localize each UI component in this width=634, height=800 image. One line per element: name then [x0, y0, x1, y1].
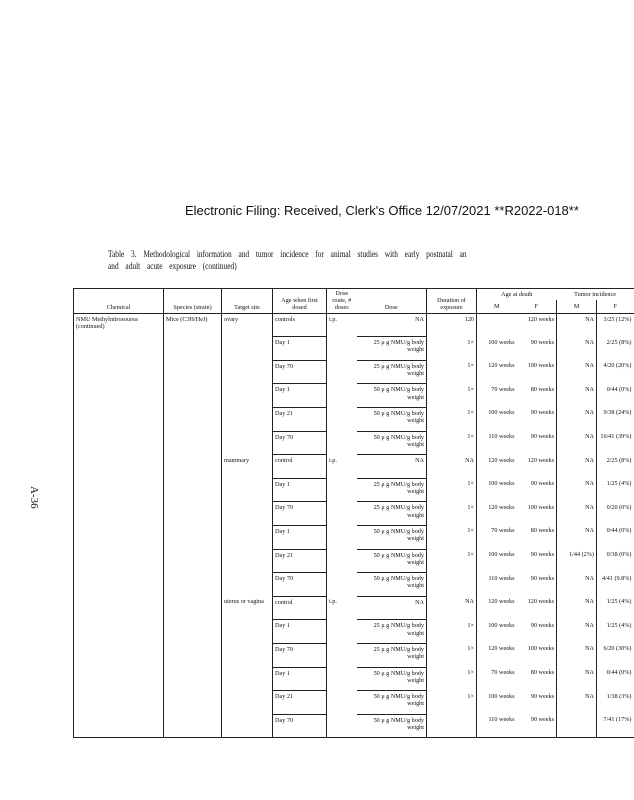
tumor-f-cell: 1/25 (4%)	[597, 478, 634, 502]
dose-cell: 50 μ g NMU/g body weight	[357, 667, 427, 691]
target-site-cell: ovary	[222, 313, 273, 337]
age-death-m-cell: 70 weeks	[477, 525, 517, 549]
dose-cell: 50 μ g NMU/g body weight	[357, 384, 427, 408]
age-death-f-cell: 120 weeks	[527, 456, 554, 464]
header-species: Species (strain)	[164, 289, 222, 314]
route-cell	[327, 431, 357, 455]
route-cell	[327, 478, 357, 502]
caption-line-2: and adult acute exposure (continued)	[108, 261, 237, 271]
age-death-f-cell: 90 weeks	[530, 409, 554, 417]
route-cell	[327, 667, 357, 691]
header-age-at-death: Age at death	[477, 289, 557, 300]
tumor-f-cell: 9/38 (24%)	[597, 407, 634, 431]
dose-cell: 50 μ g NMU/g body weight	[357, 431, 427, 455]
dose-cell: NA	[357, 596, 427, 620]
age-death-f-cell: 90 weeks	[530, 716, 554, 724]
duration-cell: 1×	[427, 643, 477, 667]
tumor-m-cell: NA	[557, 643, 597, 667]
tumor-f-cell: 0/20 (0%)	[597, 502, 634, 526]
age-first-dosed-cell: Day 1	[273, 478, 327, 502]
age-death-m-cell: 100 weeks	[477, 620, 517, 644]
age-death-m-cell: 120 weeks	[477, 360, 517, 384]
tumor-m-cell: NA	[557, 455, 597, 479]
route-cell	[327, 337, 357, 361]
age-first-dosed-cell: Day 1	[273, 667, 327, 691]
target-site-cell	[222, 691, 273, 715]
dose-cell: NA	[357, 455, 427, 479]
tumor-m-cell	[557, 714, 597, 738]
dose-cell: 50 μ g NMU/g body weight	[357, 714, 427, 738]
target-site-cell	[222, 431, 273, 455]
header-target: Target site	[222, 289, 273, 314]
table-row	[74, 313, 634, 337]
duration-cell: 1×	[427, 691, 477, 715]
route-cell	[327, 407, 357, 431]
target-site-cell	[222, 620, 273, 644]
age-death-f-cell: 90 weeks	[530, 574, 554, 582]
header-chemical: Chemical	[74, 289, 164, 314]
tumor-m-cell: NA	[557, 596, 597, 620]
age-first-dosed-cell: Day 21	[273, 691, 327, 715]
tumor-m-cell: NA	[557, 691, 597, 715]
age-first-dosed-cell: control	[273, 455, 327, 479]
target-site-cell	[222, 384, 273, 408]
age-death-m-cell: 120 weeks	[477, 502, 517, 526]
age-first-dosed-cell: Day 21	[273, 549, 327, 573]
header-duration: Duration of exposure	[427, 289, 477, 314]
age-death-m-cell: 70 weeks	[477, 667, 517, 691]
age-death-f-cell: 100 weeks	[527, 645, 554, 653]
tumor-m-cell: NA	[557, 502, 597, 526]
age-death-f-cell: 90 weeks	[530, 433, 554, 441]
target-site-cell: uterus or vagina	[222, 596, 273, 620]
age-death-f-cell: 90 weeks	[530, 621, 554, 629]
age-first-dosed-cell: Day 70	[273, 714, 327, 738]
dose-cell: 25 μ g NMU/g body weight	[357, 643, 427, 667]
duration-cell: 120	[427, 313, 477, 337]
age-first-dosed-cell: Day 70	[273, 573, 327, 597]
age-first-dosed-cell: Day 70	[273, 643, 327, 667]
dose-cell: 50 μ g NMU/g body weight	[357, 549, 427, 573]
route-cell: i.p.	[327, 313, 357, 337]
age-death-m-cell: 120 weeks	[477, 596, 517, 620]
header-tumor-incidence: Tumor incidence	[574, 291, 616, 299]
age-death-m-cell: 120 weeks	[477, 643, 517, 667]
tumor-m-cell: NA	[557, 384, 597, 408]
age-death-f-cell: 80 weeks	[530, 527, 554, 535]
target-site-cell	[222, 643, 273, 667]
duration-cell: 1×	[427, 384, 477, 408]
tumor-f-cell: 4/41 (9.8%)	[597, 573, 634, 597]
header-tumor-f: F	[597, 300, 634, 313]
duration-cell	[427, 573, 477, 597]
tumor-f-cell: 1/25 (4%)	[597, 620, 634, 644]
dose-cell: 50 μ g NMU/g body weight	[357, 525, 427, 549]
age-death-f-cell: 90 weeks	[530, 692, 554, 700]
duration-cell: 1×	[427, 360, 477, 384]
duration-cell: 1×	[427, 620, 477, 644]
age-death-f-cell: 80 weeks	[530, 385, 554, 393]
age-death-f-cell: 120 weeks	[527, 598, 554, 606]
route-cell	[327, 714, 357, 738]
age-death-m-cell	[477, 313, 517, 337]
tumor-m-cell: NA	[557, 525, 597, 549]
tumor-f-cell: 6/20 (30%)	[597, 643, 634, 667]
target-site-cell	[222, 667, 273, 691]
tumor-f-cell: 0/44 (0%)	[597, 384, 634, 408]
duration-cell: 1×	[427, 667, 477, 691]
tumor-f-cell: 7/41 (17%)	[597, 714, 634, 738]
target-site-cell	[222, 525, 273, 549]
age-first-dosed-cell: Day 70	[273, 360, 327, 384]
age-death-m-cell: 100 weeks	[477, 337, 517, 361]
tumor-m-cell: NA	[557, 620, 597, 644]
tumor-f-cell: 2/25 (8%)	[597, 337, 634, 361]
header-age: Age when first dosed	[273, 289, 327, 314]
age-first-dosed-cell: Day 21	[273, 407, 327, 431]
header-death-f: F	[534, 303, 538, 311]
age-first-dosed-cell: Day 1	[273, 384, 327, 408]
caption-line-1: Table 3. Methodological information and tumor incidence for animal studies with early postnatal an	[108, 249, 467, 259]
tumor-f-cell: 0/38 (0%)	[597, 549, 634, 573]
tumor-f-cell: 2/25 (8%)	[597, 455, 634, 479]
duration-cell: 1×	[427, 549, 477, 573]
dose-cell: 25 μ g NMU/g body weight	[357, 337, 427, 361]
header-tumor-m: M	[557, 300, 597, 313]
tumor-m-cell: NA	[557, 407, 597, 431]
duration-cell: NA	[427, 596, 477, 620]
dose-cell: 25 μ g NMU/g body weight	[357, 502, 427, 526]
dose-cell: 50 μ g NMU/g body weight	[357, 407, 427, 431]
tumor-f-cell: 0/44 (0%)	[597, 667, 634, 691]
data-table	[73, 288, 634, 738]
tumor-m-cell: NA	[557, 313, 597, 337]
route-cell: i.p.	[327, 596, 357, 620]
tumor-f-cell: 3/25 (12%)	[597, 313, 634, 337]
target-site-cell	[222, 478, 273, 502]
tumor-m-cell: NA	[557, 431, 597, 455]
tumor-f-cell: 4/20 (20%)	[597, 360, 634, 384]
route-cell	[327, 384, 357, 408]
route-cell	[327, 643, 357, 667]
header-route: Dose route, # doses	[327, 289, 357, 314]
age-first-dosed-cell: Day 1	[273, 620, 327, 644]
route-cell: i.p.	[327, 455, 357, 479]
dose-cell: 50 μ g NMU/g body weight	[357, 573, 427, 597]
chemical-cell: NMU Methylnitrosourea (continued)	[74, 313, 164, 738]
duration-cell: 1×	[427, 525, 477, 549]
target-site-cell	[222, 714, 273, 738]
dose-cell: 25 μ g NMU/g body weight	[357, 360, 427, 384]
species-cell: Mice (C3H/HeJ)	[164, 313, 222, 738]
tumor-m-cell: 1/44 (2%)	[557, 549, 597, 573]
tumor-m-cell: NA	[557, 337, 597, 361]
dose-cell: 25 μ g NMU/g body weight	[357, 478, 427, 502]
target-site-cell: mammary	[222, 455, 273, 479]
tumor-m-cell: NA	[557, 360, 597, 384]
target-site-cell	[222, 360, 273, 384]
filing-stamp: Electronic Filing: Received, Clerk's Office 12/07/2021 **R2022-018**	[185, 203, 579, 218]
target-site-cell	[222, 407, 273, 431]
header-death-m: M	[477, 300, 517, 313]
target-site-cell	[222, 502, 273, 526]
age-death-m-cell: 100 weeks	[477, 549, 517, 573]
age-first-dosed-cell: Day 1	[273, 525, 327, 549]
age-death-f-cell: 90 weeks	[530, 480, 554, 488]
tumor-f-cell: 1/25 (4%)	[597, 596, 634, 620]
age-first-dosed-cell: controls	[273, 313, 327, 337]
page-number: A-36	[28, 486, 40, 509]
tumor-f-cell: 0/44 (0%)	[597, 525, 634, 549]
tumor-m-cell: NA	[557, 573, 597, 597]
tumor-f-cell: 1/38 (3%)	[597, 691, 634, 715]
age-death-f-cell: 120 weeks	[527, 315, 554, 323]
header-dose: Dose	[384, 304, 398, 312]
route-cell	[327, 525, 357, 549]
duration-cell: 1×	[427, 431, 477, 455]
dose-cell: 50 μ g NMU/g body weight	[357, 691, 427, 715]
table-caption	[108, 248, 526, 272]
age-death-f-cell: 100 weeks	[527, 362, 554, 370]
duration-cell	[427, 714, 477, 738]
age-death-m-cell: 100 weeks	[477, 691, 517, 715]
duration-cell: 1×	[427, 502, 477, 526]
dose-cell: NA	[415, 315, 424, 323]
duration-cell: 1×	[427, 478, 477, 502]
duration-cell: 1×	[427, 337, 477, 361]
duration-cell: 1×	[427, 407, 477, 431]
tumor-m-cell: NA	[557, 478, 597, 502]
tumor-f-cell: 16/41 (39%)	[597, 431, 634, 455]
target-site-cell	[222, 573, 273, 597]
age-first-dosed-cell: Day 70	[273, 431, 327, 455]
tumor-m-cell: NA	[557, 667, 597, 691]
route-cell	[327, 620, 357, 644]
age-death-m-cell: 110 weeks	[477, 714, 517, 738]
target-site-cell	[222, 549, 273, 573]
route-cell	[327, 691, 357, 715]
route-cell	[327, 549, 357, 573]
duration-cell: NA	[427, 455, 477, 479]
route-cell	[327, 360, 357, 384]
target-site-cell	[222, 337, 273, 361]
age-death-m-cell: 100 weeks	[477, 478, 517, 502]
age-death-m-cell: 70 weeks	[477, 384, 517, 408]
age-death-m-cell: 110 weeks	[477, 573, 517, 597]
age-death-f-cell: 80 weeks	[530, 669, 554, 677]
age-death-m-cell: 120 weeks	[477, 455, 517, 479]
route-cell	[327, 573, 357, 597]
age-death-f-cell: 90 weeks	[530, 338, 554, 346]
age-death-f-cell: 90 weeks	[530, 551, 554, 559]
age-death-m-cell: 110 weeks	[477, 431, 517, 455]
age-first-dosed-cell: Day 70	[273, 502, 327, 526]
age-first-dosed-cell: control	[273, 596, 327, 620]
dose-cell: 25 μ g NMU/g body weight	[357, 620, 427, 644]
route-cell	[327, 502, 357, 526]
age-first-dosed-cell: Day 1	[273, 337, 327, 361]
age-death-m-cell: 100 weeks	[477, 407, 517, 431]
age-death-f-cell: 100 weeks	[527, 503, 554, 511]
